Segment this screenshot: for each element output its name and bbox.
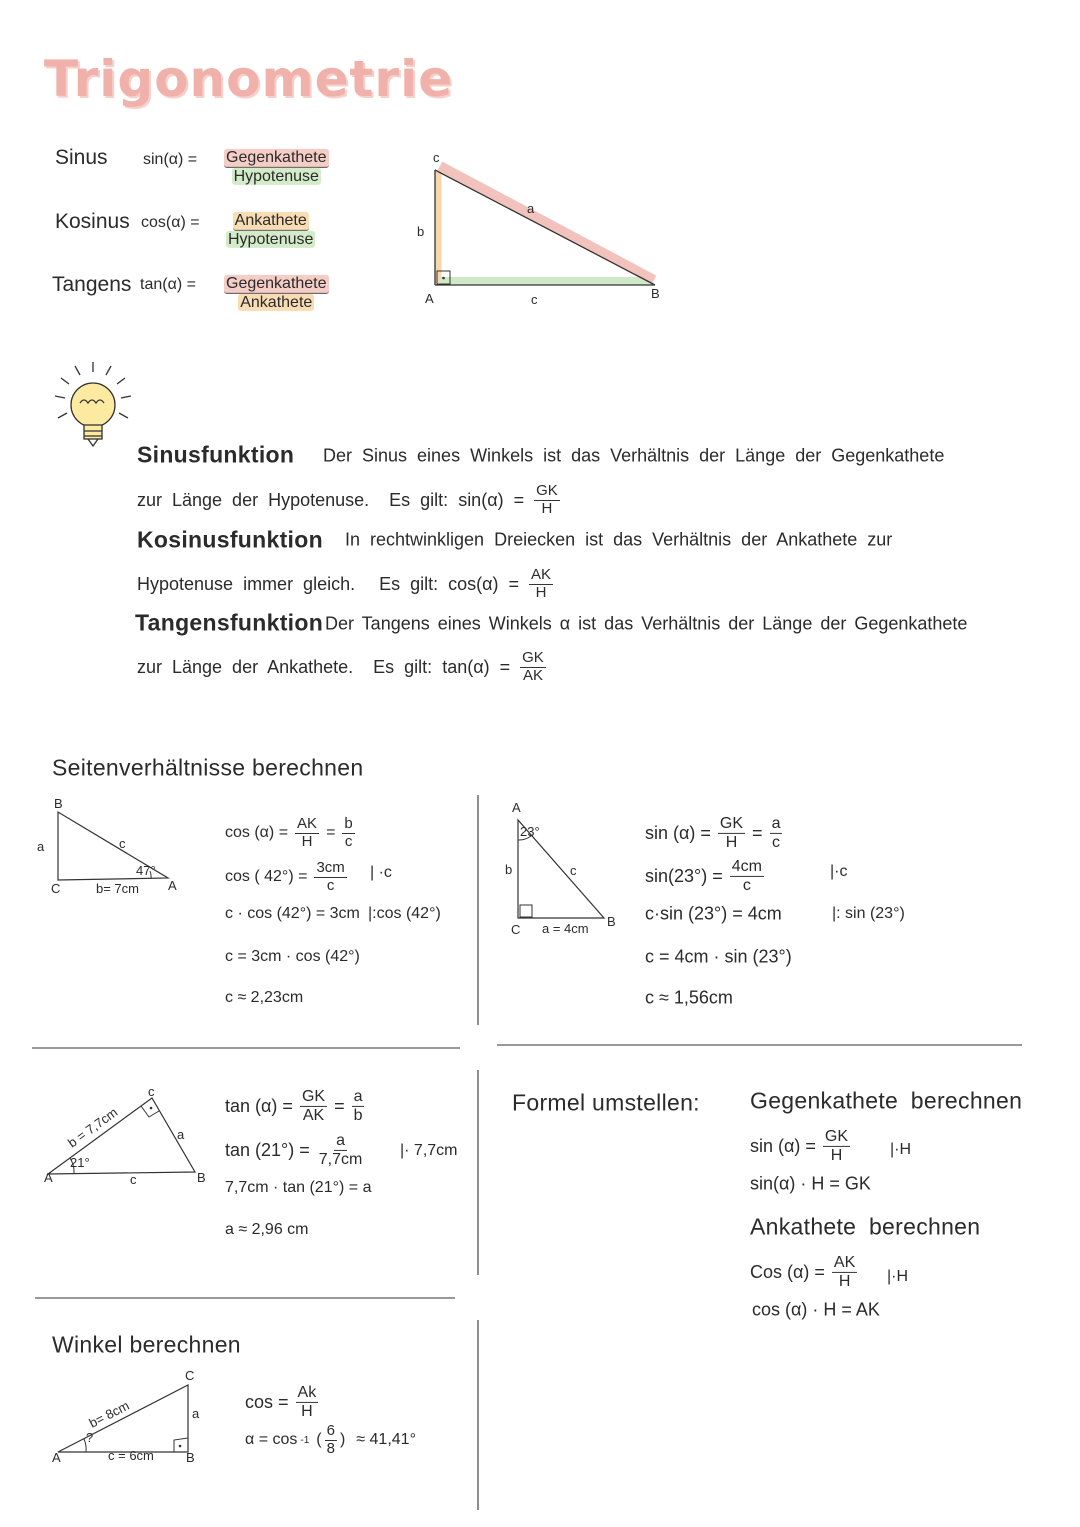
- winkel-heading: Winkel berechnen: [52, 1331, 241, 1358]
- fraction: [314, 860, 346, 894]
- example1-line-2: [225, 860, 347, 894]
- eq-prefix: Cos (α) =: [750, 1261, 825, 1282]
- example1-result: c ≈ 2,23cm: [225, 989, 304, 1006]
- formula-func: tan(α) =: [442, 656, 511, 677]
- gegenkathete-operation: |·H: [890, 1141, 912, 1158]
- right-angle-mark: [520, 905, 532, 917]
- formula-func: cos(α) =: [448, 573, 520, 594]
- denominator: H: [725, 833, 738, 851]
- example1-line-3: c · cos (42°) = 3cm: [225, 905, 360, 922]
- fraction: [520, 650, 546, 684]
- fraction: [770, 815, 783, 851]
- winkel-triangle: [52, 1368, 200, 1465]
- example2-line-2-operation: |·c: [830, 863, 848, 880]
- numerator: AK: [833, 1253, 856, 1271]
- ankathete-operation: |·H: [887, 1268, 909, 1285]
- fraction: [226, 212, 315, 248]
- eq-prefix: cos =: [245, 1391, 289, 1412]
- definition-tangens-func: tan(α) =: [140, 276, 196, 293]
- numerator: a: [336, 1131, 345, 1149]
- numerator: 3cm: [316, 859, 345, 876]
- definition-kosinus-func: cos(α) =: [141, 214, 200, 231]
- numerator: b: [344, 815, 353, 832]
- numerator: GK: [522, 649, 544, 666]
- denominator: c: [772, 833, 781, 851]
- vertex-c-label: c: [148, 1084, 155, 1099]
- side-b-label: b= 7cm: [96, 881, 139, 896]
- equals-sign: =: [326, 824, 336, 841]
- fraction: [718, 815, 745, 851]
- example3-triangle: [44, 1084, 206, 1187]
- numerator: a: [353, 1087, 363, 1105]
- side-a-highlight: [440, 166, 654, 280]
- eq-prefix: sin(23°) =: [645, 865, 723, 886]
- eq-prefix: α = cos: [245, 1431, 298, 1448]
- winkel-line-1: [245, 1384, 318, 1420]
- example3-line-2-operation: |· 7,7cm: [400, 1142, 458, 1159]
- example3-line-2: [225, 1132, 364, 1168]
- numerator: GK: [719, 814, 744, 832]
- side-c-label: c: [119, 836, 126, 851]
- example2-triangle: [505, 800, 616, 937]
- example3-result: a ≈ 2,96 cm: [225, 1221, 309, 1238]
- definition-kosinus-fraction: [226, 212, 315, 248]
- fraction: [832, 1254, 857, 1290]
- es-gilt: Es gilt:: [373, 656, 433, 677]
- kosinusfunktion-line1: In rechtwinkligen Dreiecken ist das Verhältnis der Ankathete zur: [345, 529, 893, 550]
- denominator: H: [535, 583, 547, 601]
- eq-prefix: cos ( 42°) =: [225, 868, 308, 885]
- angle-label: 21°: [70, 1155, 90, 1170]
- vertex-c-label: C: [51, 881, 61, 896]
- side-a-label: a: [177, 1127, 185, 1142]
- fraction: [224, 149, 329, 185]
- numerator: Ankathete: [234, 211, 307, 229]
- numerator: Ak: [297, 1383, 317, 1401]
- right-angle-dot: [150, 1107, 153, 1110]
- vertex-a-label: A: [512, 800, 521, 815]
- example3-line-3: 7,7cm · tan (21°) = a: [225, 1179, 372, 1196]
- vertex-c-label: C: [185, 1368, 195, 1383]
- vertex-c-label: C: [511, 922, 521, 937]
- example2-result: c ≈ 1,56cm: [645, 987, 733, 1008]
- formel-heading: Formel umstellen:: [512, 1089, 700, 1116]
- numerator: GK: [301, 1087, 326, 1105]
- sinusfunktion-line1: Der Sinus eines Winkels ist das Verhältnis der Länge der Gegenkathete: [323, 445, 945, 466]
- numerator: 4cm: [731, 857, 762, 875]
- fraction: [823, 1128, 850, 1164]
- numerator: GK: [536, 482, 558, 499]
- fraction: [295, 816, 319, 850]
- fraction: [342, 816, 354, 850]
- denominator: c: [742, 876, 751, 894]
- kosinusfunktion-line2: [137, 567, 553, 601]
- eq-prefix: sin (α) =: [645, 822, 711, 843]
- angle-label: 47°: [136, 863, 156, 878]
- denominator: H: [541, 499, 553, 517]
- numerator: AK: [531, 566, 552, 583]
- ankathete-line-2: cos (α) · H = AK: [752, 1299, 880, 1320]
- page-title: Trigonometrie: [44, 50, 454, 108]
- definition-tangens-fraction: [224, 275, 329, 311]
- fraction: [325, 1423, 337, 1457]
- example1-line-3-operation: |:cos (42°): [368, 905, 441, 922]
- denominator: Hypotenuse: [233, 167, 319, 185]
- definition-sinus-name: Sinus: [55, 146, 108, 169]
- angle-label: 23°: [520, 824, 540, 839]
- denominator: AK: [302, 1106, 325, 1124]
- vertex-top-label: c: [433, 150, 440, 165]
- fraction: [224, 275, 329, 311]
- example3-line-1: [225, 1088, 364, 1124]
- denominator: c: [344, 832, 353, 850]
- triangle-outline: [58, 1385, 188, 1452]
- gegenkathete-line-1: [750, 1128, 850, 1164]
- definition-sinus-fraction: [224, 149, 329, 185]
- definition-kosinus-name: Kosinus: [55, 210, 130, 233]
- es-gilt: Es gilt:: [379, 573, 439, 594]
- angle-label: ?: [86, 1430, 94, 1445]
- denominator: c: [326, 876, 335, 894]
- grid-dividers: [32, 795, 1022, 1510]
- definition-sinus-func: sin(α) =: [143, 151, 198, 168]
- denominator: 7,7cm: [318, 1150, 363, 1168]
- numerator: AK: [297, 815, 318, 832]
- vertex-a-label: A: [425, 291, 434, 306]
- vertex-b-label: B: [197, 1170, 206, 1185]
- side-a-label: a = 4cm: [542, 921, 589, 936]
- side-c-label: c: [570, 863, 577, 878]
- side-b-label: b: [505, 862, 513, 877]
- side-a: [435, 170, 655, 285]
- eq-prefix: tan (α) =: [225, 1095, 293, 1116]
- example2-line-3-operation: |: sin (23°): [832, 905, 905, 922]
- right-angle-dot: [442, 277, 445, 280]
- denominator: 8: [326, 1439, 335, 1457]
- equals-sign: =: [334, 1095, 345, 1116]
- fraction: [296, 1384, 319, 1420]
- result: ≈ 41,41°: [356, 1431, 416, 1448]
- denominator: H: [301, 832, 313, 850]
- example1-line-1: [225, 816, 355, 850]
- vertex-b-label: B: [607, 914, 616, 929]
- example1-line-2-operation: | ·c: [370, 864, 392, 881]
- sentence: zur Länge der Hypotenuse.: [137, 489, 370, 510]
- vertex-a-label: A: [44, 1170, 53, 1185]
- winkel-line-2: [245, 1423, 416, 1457]
- fraction: [300, 1088, 327, 1124]
- numerator: a: [771, 814, 781, 832]
- denominator: Ankathete: [240, 293, 313, 311]
- side-a-label: a: [192, 1406, 200, 1421]
- fraction: [317, 1132, 365, 1168]
- example2-line-3: c·sin (23°) = 4cm: [645, 903, 782, 924]
- gegenkathete-heading: Gegenkathete berechnen: [750, 1087, 1023, 1114]
- sentence: zur Länge der Ankathete.: [137, 656, 354, 677]
- side-a-label: a: [37, 839, 45, 854]
- side-c-label: c: [531, 292, 538, 307]
- fraction: [730, 858, 764, 894]
- gegenkathete-line-2: sin(α) · H = GK: [750, 1173, 871, 1194]
- vertex-b-label: B: [651, 286, 660, 301]
- example2-line-4: c = 4cm · sin (23°): [645, 946, 792, 967]
- denominator: H: [830, 1146, 843, 1164]
- fraction: [352, 1088, 365, 1124]
- eq-prefix: cos (α) =: [225, 824, 289, 841]
- example1-triangle: [37, 796, 177, 896]
- close-paren: ): [339, 1431, 346, 1448]
- denominator: Hypotenuse: [228, 230, 314, 248]
- numerator: GK: [824, 1127, 849, 1145]
- side-b-label: b: [417, 224, 425, 239]
- numerator: Gegenkathete: [226, 148, 327, 166]
- inverse-exponent: -1: [300, 1434, 310, 1446]
- numerator: Gegenkathete: [226, 274, 327, 292]
- vertex-b-label: B: [54, 796, 63, 811]
- fraction: [529, 567, 553, 601]
- side-c-label: c = 6cm: [108, 1448, 154, 1463]
- open-paren: (: [316, 1431, 322, 1448]
- side-a-label: a: [527, 201, 535, 216]
- es-gilt: Es gilt:: [389, 489, 449, 510]
- tangensfunktion-line2: [137, 650, 546, 684]
- denominator: H: [301, 1402, 313, 1420]
- kosinusfunktion-heading: Kosinusfunktion: [137, 526, 323, 553]
- vertex-b-label: B: [186, 1450, 195, 1465]
- section-heading: Seitenverhältnisse berechnen: [52, 754, 364, 781]
- ankathete-line-1: [750, 1254, 857, 1290]
- denominator: b: [353, 1106, 363, 1124]
- fraction: [534, 483, 560, 517]
- example2-line-1: [645, 815, 782, 851]
- sinusfunktion-heading: Sinusfunktion: [137, 441, 295, 468]
- numerator: 6: [326, 1422, 335, 1439]
- denominator: AK: [522, 666, 543, 684]
- side-b-label: b = 7,7cm: [64, 1104, 121, 1151]
- denominator: H: [838, 1272, 851, 1290]
- right-angle-dot: [179, 1445, 182, 1448]
- example2-line-2: [645, 858, 764, 894]
- example1-line-4: c = 3cm · cos (42°): [225, 948, 360, 965]
- equals-sign: =: [752, 822, 763, 843]
- definition-tangens-name: Tangens: [52, 273, 132, 296]
- sinusfunktion-line2: [137, 483, 560, 517]
- ankathete-heading: Ankathete berechnen: [750, 1213, 981, 1240]
- tangensfunktion-line1: Der Tangens eines Winkels α ist das Verhältnis der Länge der Gegenkathete: [325, 613, 968, 634]
- sentence: Hypotenuse immer gleich.: [137, 573, 356, 594]
- vertex-a-label: A: [52, 1450, 61, 1465]
- light-bulb-icon: [55, 362, 131, 446]
- vertex-a-label: A: [168, 878, 177, 893]
- formula-func: sin(α) =: [458, 489, 525, 510]
- tangensfunktion-heading: Tangensfunktion: [135, 609, 324, 636]
- eq-prefix: tan (21°) =: [225, 1139, 310, 1160]
- main-triangle: [417, 150, 660, 307]
- side-b-label: b= 8cm: [86, 1397, 132, 1431]
- side-c-label: c: [130, 1172, 137, 1187]
- eq-prefix: sin (α) =: [750, 1135, 816, 1156]
